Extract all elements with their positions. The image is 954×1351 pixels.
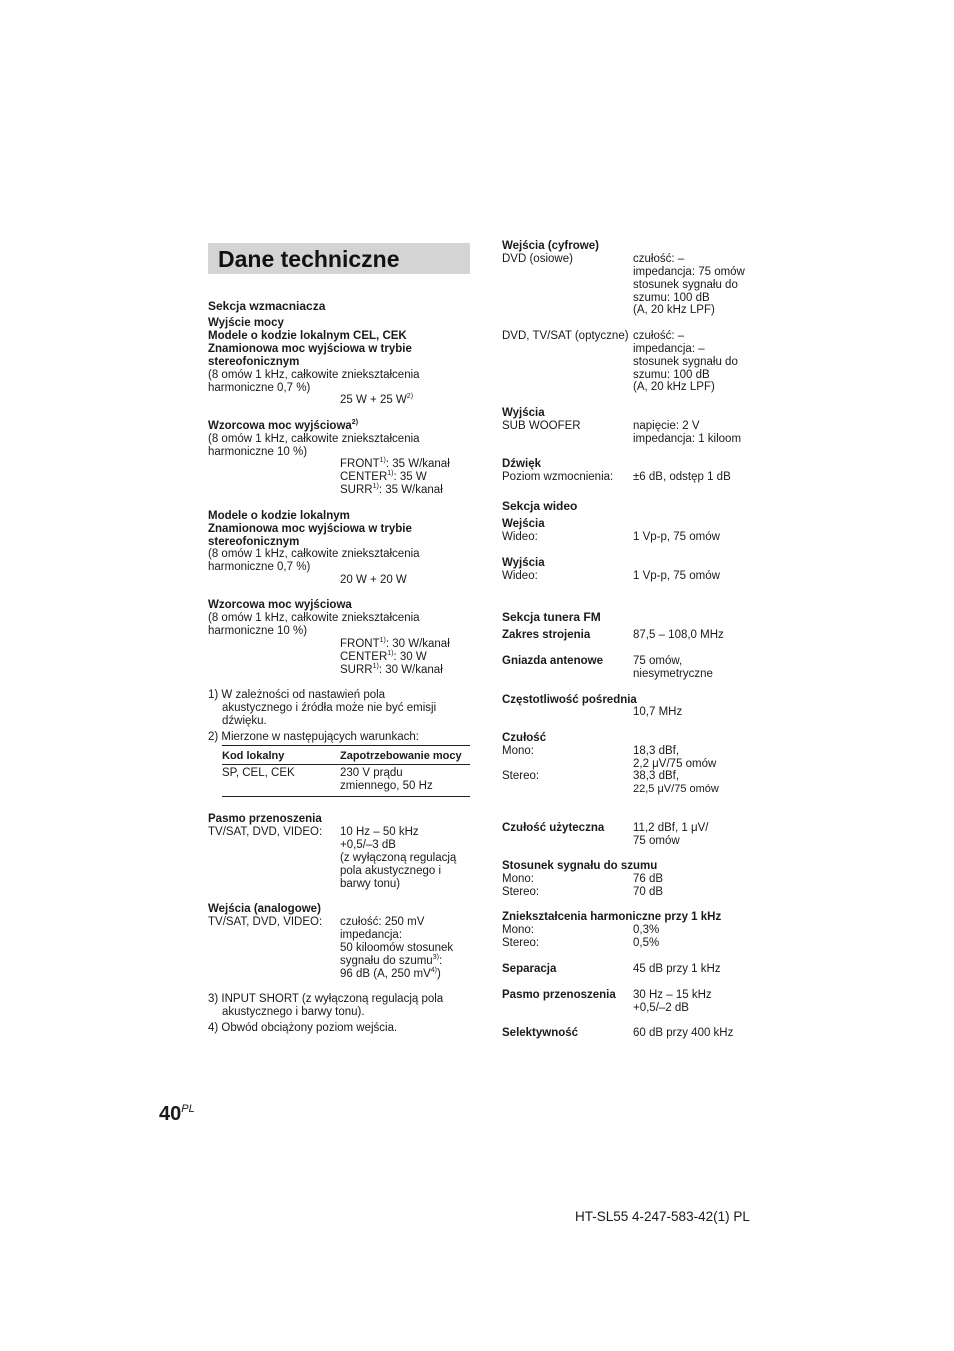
spec-value: (A, 20 kHz LPF) — [633, 304, 715, 316]
cond-line: harmoniczne 10 %) — [208, 446, 308, 458]
footnote-1: 1) W zależności od nastawień pola — [208, 689, 386, 701]
analog-value: sygnału do szumu$^{3)}$: — [340, 954, 443, 967]
table-cell-power: zmiennego, 50 Hz — [340, 780, 433, 792]
spec-value: czułość: – — [633, 253, 685, 265]
spec-value: 0,3% — [633, 924, 660, 936]
heading-video-outputs: Wyjścia — [502, 557, 545, 569]
table-rule — [222, 764, 470, 765]
table-rule — [222, 796, 470, 797]
analog-value: impedancja: — [340, 929, 403, 941]
heading-rated-power: Znamionowa moc wyjściowa w trybie — [208, 523, 412, 535]
heading-sound: Dźwięk — [502, 458, 541, 470]
label-inputs: TV/SAT, DVD, VIDEO: — [208, 916, 323, 928]
freq-value: 10 Hz – 50 kHz — [340, 826, 419, 838]
analog-value: 96 dB (A, 250 $mV^{4)}$) — [340, 967, 441, 980]
label-dvd-optical: DVD, TV/SAT (optyczne) — [502, 330, 629, 342]
section-amplifier: Sekcja wzmacniacza — [208, 299, 326, 313]
label-sensitivity: Czułość — [502, 732, 547, 744]
freq-value: barwy tonu) — [340, 878, 401, 890]
spec-value: niesymetryczne — [633, 668, 713, 680]
spec-value: 1 Vp-p, 75 omów — [633, 531, 720, 543]
spec-value: 76 dB — [633, 873, 664, 885]
heading-reference-power: Wzorcowa moc wyjściowa — [208, 599, 352, 611]
section-video: Sekcja wideo — [502, 499, 578, 513]
spec-value: 18,3 dBf, — [633, 745, 680, 757]
cond-line: harmoniczne 0,7 %) — [208, 561, 311, 573]
heading-models-local: Modele o kodzie lokalnym — [208, 510, 350, 522]
freq-value: pola akustycznego i — [340, 865, 442, 877]
footnote-4: 4) Obwód obciążony poziom wejścia. — [208, 1022, 398, 1034]
spec-value: czułość: – — [633, 330, 685, 342]
spec-value: +0,5/–2 dB — [633, 1002, 689, 1014]
spec-value: 30 Hz – 15 kHz — [633, 989, 712, 1001]
footnote-2: 2) Mierzone w następujących warunkach: — [208, 731, 419, 743]
center-30: CENTER$^{1)}$: 30 W — [340, 650, 427, 663]
cond-line: harmoniczne 10 %) — [208, 625, 308, 637]
heading-models-cel-cek: Modele o kodzie lokalnym CEL, CEK — [208, 330, 407, 342]
spec-value: 38,3 dBf, — [633, 770, 680, 782]
cond-line: (8 omów 1 kHz, całkowite zniekształcenia — [208, 369, 420, 381]
label-stereo: Stereo: — [502, 937, 540, 949]
cond-line: (8 omów 1 kHz, całkowite zniekształcenia — [208, 612, 420, 624]
spec-value: napięcie: 2 V — [633, 420, 700, 432]
spec-value: 10,7 MHz — [633, 706, 683, 718]
surr-30: SURR$^{1)}$: 30 W/kanał — [340, 663, 443, 676]
footnote-3: akustycznego i barwy tonu). — [222, 1006, 365, 1018]
label-tuning-range: Zakres strojenia — [502, 629, 591, 641]
front-30: FRONT$^{1)}$: 30 W/kanał — [340, 637, 450, 650]
spec-value: 45 dB przy 1 kHz — [633, 963, 721, 975]
label-stereo: Stereo: — [502, 886, 540, 898]
heading-analog-inputs: Wejścia (analogowe) — [208, 903, 321, 915]
cond-line: (8 omów 1 kHz, całkowite zniekształcenia — [208, 548, 420, 560]
value-20w: 20 W + 20 W — [340, 574, 407, 586]
spec-value: ±6 dB, odstęp 1 dB — [633, 471, 731, 483]
spec-value: impedancja: 1 kiloom — [633, 433, 742, 445]
label-gain-level: Poziom wzmocnienia: — [502, 471, 614, 483]
heading-power-output: Wyjście mocy — [208, 317, 284, 329]
heading-stereo: stereofonicznym — [208, 536, 300, 548]
spec-value: 75 omów — [633, 835, 680, 847]
freq-value: +0,5/–3 dB — [340, 839, 396, 851]
table-header-code: Kod lokalny — [222, 750, 285, 762]
footnote-1: akustycznego i źródła może nie być emisji — [222, 702, 437, 714]
heading-digital-inputs: Wejścia (cyfrowe) — [502, 240, 599, 252]
spec-value: 60 dB przy 400 kHz — [633, 1027, 734, 1039]
page-title: Dane techniczne — [218, 246, 400, 272]
label-mono: Mono: — [502, 924, 534, 936]
heading-frequency-response: Pasmo przenoszenia — [208, 813, 322, 825]
label-mono: Mono: — [502, 873, 534, 885]
spec-value: 2,2 μV/75 omów — [633, 758, 717, 770]
label-video: Wideo: — [502, 531, 538, 543]
spec-value: 0,5% — [633, 937, 660, 949]
spec-value: 22,5 μV/75 omów — [633, 783, 719, 795]
table-cell-power: 230 V prądu — [340, 767, 403, 779]
spec-value: 1 Vp-p, 75 omów — [633, 570, 720, 582]
surr-35: SURR$^{1)}$: 35 W/kanał — [340, 483, 443, 496]
table-header-power: Zapotrzebowanie mocy — [340, 750, 462, 762]
footnote-3: 3) INPUT SHORT (z wyłączoną regulacją pola — [208, 993, 444, 1005]
analog-value: czułość: 250 mV — [340, 916, 425, 928]
spec-value: impedancja: 75 omów — [633, 266, 745, 278]
label-antenna: Gniazda antenowe — [502, 655, 603, 667]
label-inputs: TV/SAT, DVD, VIDEO: — [208, 826, 323, 838]
value-25w: 25 W + 25 $W^{2)}$ — [340, 393, 414, 406]
heading-video-inputs: Wejścia — [502, 518, 545, 530]
freq-value: (z wyłączoną regulacją — [340, 852, 457, 864]
spec-value: szumu: 100 dB — [633, 369, 710, 381]
label-separation: Separacja — [502, 963, 557, 975]
spec-value: stosunek sygnału do — [633, 279, 738, 291]
cond-line: (8 omów 1 kHz, całkowite zniekształcenia — [208, 433, 420, 445]
label-dvd-coax: DVD (osiowe) — [502, 253, 573, 265]
cond-line: harmoniczne 0,7 %) — [208, 382, 311, 394]
heading-stereo: stereofonicznym — [208, 356, 300, 368]
heading-outputs: Wyjścia — [502, 407, 545, 419]
front-35: FRONT$^{1)}$: 35 W/kanał — [340, 457, 450, 470]
spec-value: impedancja: – — [633, 343, 705, 355]
label-subwoofer: SUB WOOFER — [502, 420, 581, 432]
table-rule — [222, 745, 470, 746]
label-mono: Mono: — [502, 745, 534, 757]
label-video: Wideo: — [502, 570, 538, 582]
title-bar — [208, 243, 470, 274]
spec-value: 87,5 – 108,0 MHz — [633, 629, 724, 641]
center-35: CENTER$^{1)}$: 35 W — [340, 470, 427, 483]
table-cell-code: SP, CEL, CEK — [222, 767, 295, 779]
label-if: Częstotliwość pośrednia — [502, 694, 637, 706]
label-selectivity: Selektywność — [502, 1027, 579, 1039]
footer-model-code: HT-SL55 4-247-583-42(1) PL — [575, 1209, 750, 1224]
label-usable-sensitivity: Czułość użyteczna — [502, 822, 605, 834]
footnote-1: dźwięku. — [222, 715, 267, 727]
analog-value: 50 kiloomów stosunek — [340, 942, 454, 954]
heading-reference-power: Wzorcowa moc wyjściowa$^{2)}$ — [208, 419, 359, 432]
spec-value: 70 dB — [633, 886, 664, 898]
label-thd: Zniekształcenia harmoniczne przy 1 kHz — [502, 911, 722, 923]
page-number: $40^{PL}$ — [159, 1103, 195, 1125]
label-frequency-response: Pasmo przenoszenia — [502, 989, 616, 1001]
spec-value: (A, 20 kHz LPF) — [633, 381, 715, 393]
label-snr: Stosunek sygnału do szumu — [502, 860, 658, 872]
spec-value: stosunek sygnału do — [633, 356, 738, 368]
heading-rated-power: Znamionowa moc wyjściowa w trybie — [208, 343, 412, 355]
section-fm-tuner: Sekcja tunera FM — [502, 610, 601, 624]
spec-value: szumu: 100 dB — [633, 292, 710, 304]
label-stereo: Stereo: — [502, 770, 540, 782]
spec-value: 75 omów, — [633, 655, 683, 667]
spec-value: 11,2 dBf, 1 μV/ — [633, 822, 709, 834]
